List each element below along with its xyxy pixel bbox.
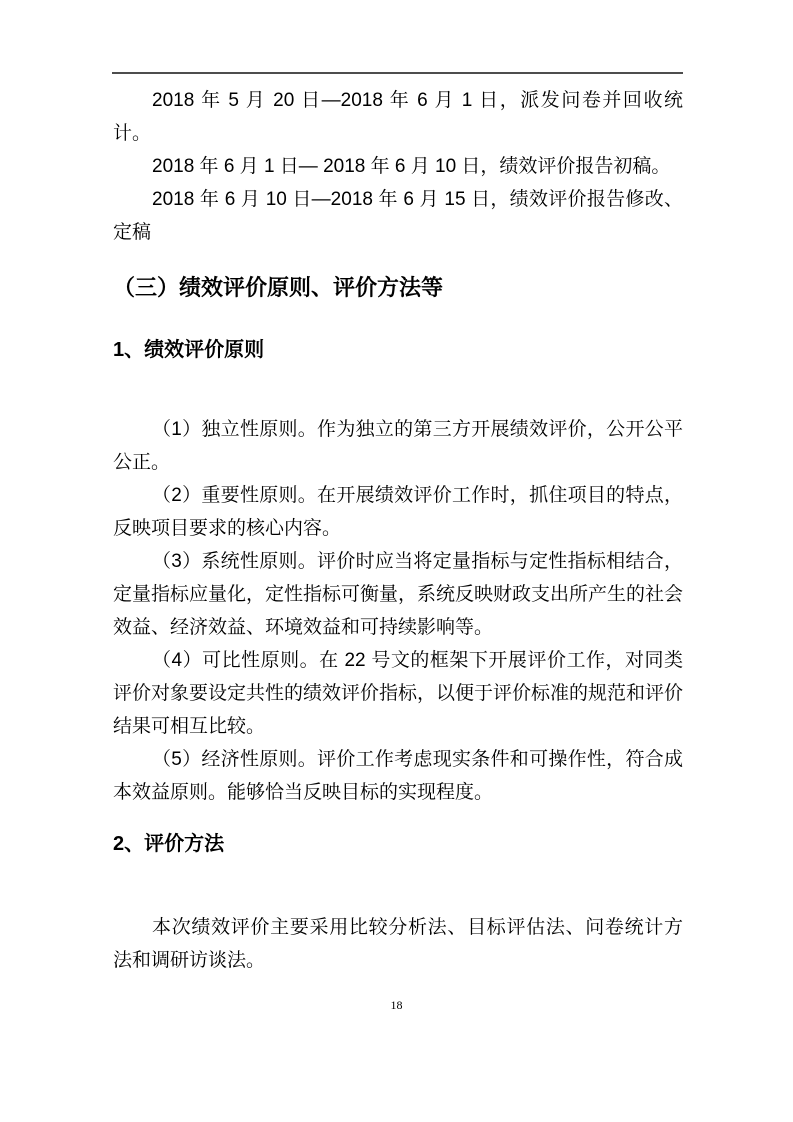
heading-section-three: （三）绩效评价原则、评价方法等 bbox=[113, 275, 444, 300]
paragraph-schedule-1: 2018 年 5 月 20 日—2018 年 6 月 1 日，派发问卷并回收统计。 bbox=[113, 90, 683, 144]
paragraph-principle-5: （5）经济性原则。评价工作考虑现实条件和可操作性，符合成本效益原则。能够恰当反映目标的实现程度。 bbox=[113, 749, 683, 803]
paragraph-schedule-2: 2018 年 6 月 1 日— 2018 年 6 月 10 日，绩效评价报告初稿。 bbox=[152, 156, 671, 177]
paragraph-schedule-3: 2018 年 6 月 10 日—2018 年 6 月 15 日，绩效评价报告修改、定稿 bbox=[113, 189, 683, 243]
header-divider-line bbox=[112, 72, 683, 74]
page-number: 18 bbox=[390, 998, 403, 1012]
heading-evaluation-methods: 2、评价方法 bbox=[113, 833, 225, 855]
paragraph-principle-2: （2）重要性原则。在开展绩效评价工作时，抓住项目的特点，反映项目要求的核心内容。 bbox=[113, 485, 683, 539]
paragraph-principle-3: （3）系统性原则。评价时应当将定量指标与定性指标相结合，定量指标应量化，定性指标可衡量，系统反映财政支出所产生的社会效益、经济效益、环境效益和可持续影响等。 bbox=[113, 551, 684, 638]
heading-evaluation-principles: 1、绩效评价原则 bbox=[113, 339, 265, 361]
paragraph-principle-4: （4）可比性原则。在 22 号文的框架下开展评价工作，对同类评价对象要设定共性的绩效评价指标，以便于评价标准的规范和评价结果可相互比较。 bbox=[113, 650, 684, 737]
paragraph-methods: 本次绩效评价主要采用比较分析法、目标评估法、问卷统计方法和调研访谈法。 bbox=[113, 917, 683, 971]
document-body bbox=[113, 84, 683, 977]
paragraph-principle-1: （1）独立性原则。作为独立的第三方开展绩效评价，公开公平公正。 bbox=[113, 419, 683, 473]
